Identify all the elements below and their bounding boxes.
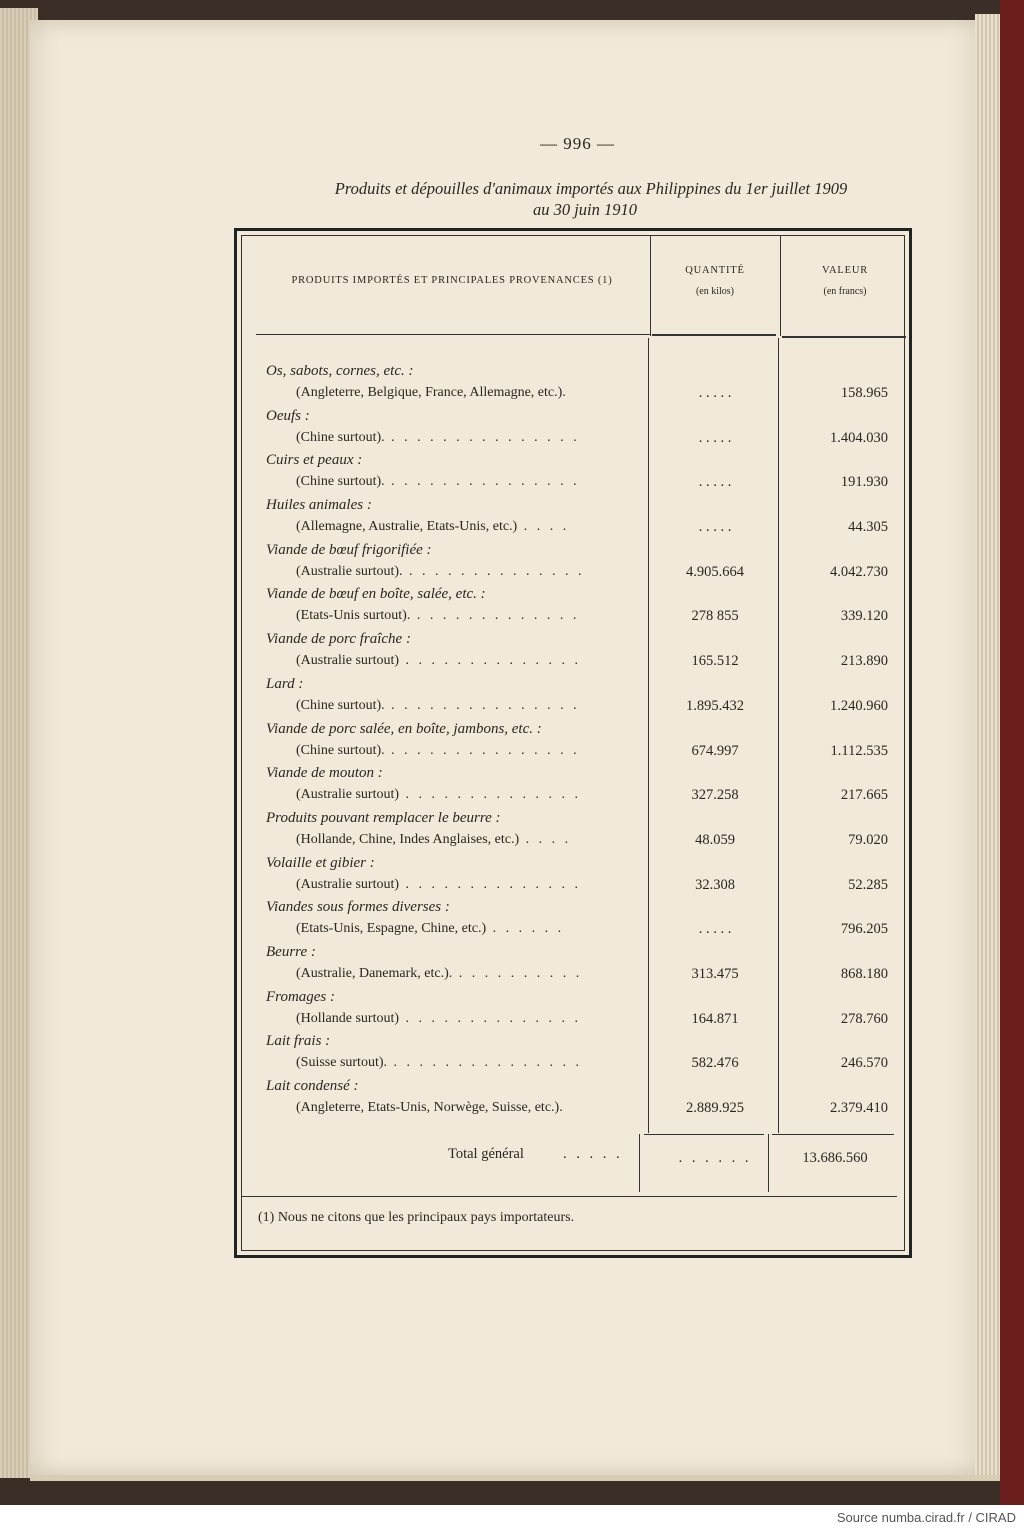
- page-number: — 996 —: [540, 134, 615, 153]
- table-row: [250, 941, 900, 986]
- header-value-unit: (en francs): [823, 286, 867, 297]
- header-rule-2: [652, 334, 776, 336]
- row-category: Viande de porc salée, en boîte, jambons, etc. :: [266, 720, 542, 737]
- row-source: (Chine surtout). . . . . . . . . . . . . . . .: [296, 742, 580, 758]
- row-source: (Etats-Unis surtout). . . . . . . . . . . . . .: [296, 608, 580, 624]
- table-body: [250, 360, 900, 1120]
- row-category: Lait condensé :: [266, 1078, 359, 1094]
- row-value: 868.180: [840, 965, 888, 982]
- table-row: [250, 360, 900, 405]
- row-value: 2.379.410: [830, 1100, 888, 1116]
- table-row: [250, 986, 900, 1031]
- row-value: 213.890: [840, 653, 888, 670]
- title-line-1: Produits et dépouilles d'animaux importés aux Philippines du 1er juillet 1909: [334, 179, 848, 198]
- total-value: 13.686.560: [802, 1150, 868, 1166]
- row-category: Oeufs :: [266, 407, 310, 424]
- row-quantity: 2.889.925: [686, 1100, 744, 1116]
- total-leader-dots: . . . . .: [563, 1146, 623, 1162]
- book-bottom-edge: [30, 1475, 1000, 1481]
- row-quantity: 582.476: [691, 1055, 739, 1072]
- table-row: [250, 539, 900, 584]
- row-source: (Chine surtout). . . . . . . . . . . . . . . .: [296, 697, 580, 713]
- row-value: 52.285: [848, 876, 888, 893]
- header-value-label: VALEUR: [821, 265, 869, 276]
- total-divider-1: [639, 1134, 640, 1192]
- row-value: 246.570: [840, 1055, 888, 1072]
- row-value: 217.665: [840, 787, 888, 804]
- row-value: 339.120: [840, 608, 888, 625]
- row-value: 44.305: [848, 519, 888, 536]
- table-row: [250, 762, 900, 807]
- header-rule-1: [256, 334, 650, 335]
- row-quantity: 32.308: [695, 876, 735, 893]
- header-quantity: [652, 260, 778, 302]
- row-source: (Allemagne, Australie, Etats-Unis, etc.) . . . .: [296, 519, 570, 535]
- table-row: [250, 583, 900, 628]
- row-quantity: 164.871: [691, 1010, 739, 1027]
- table-title: [240, 178, 930, 220]
- book-right-edge: [975, 14, 1003, 1480]
- row-value: 191.930: [840, 474, 888, 491]
- header-quantity-label: QUANTITÉ: [685, 265, 745, 276]
- row-category: Viande de porc fraîche :: [266, 631, 411, 648]
- header-quantity-unit: (en kilos): [695, 286, 735, 297]
- row-category: Huiles animales :: [266, 497, 372, 514]
- table-row: [250, 1030, 900, 1075]
- row-category: Viande de mouton :: [266, 765, 383, 782]
- row-quantity: . . . . .: [698, 519, 732, 536]
- row-source: (Australie surtout) . . . . . . . . . . . . . .: [296, 787, 582, 803]
- row-source: (Angleterre, Belgique, France, Allemagne, etc.).: [296, 385, 566, 400]
- row-category: Viandes sous formes diverses :: [266, 899, 450, 916]
- row-quantity: 674.997: [691, 742, 739, 759]
- total-rule-2: [772, 1134, 894, 1135]
- row-source: (Australie surtout). . . . . . . . . . . . . . .: [296, 563, 585, 579]
- table-row: [250, 807, 900, 852]
- row-value: 4.042.730: [830, 563, 888, 580]
- row-category: Fromages :: [266, 988, 336, 1005]
- total-quantity: . . . . . .: [678, 1150, 752, 1166]
- table-row: [250, 1075, 900, 1120]
- row-value: 79.020: [848, 831, 888, 848]
- row-source: (Chine surtout). . . . . . . . . . . . . . . .: [296, 429, 580, 445]
- title-line-2: au 30 juin 1910: [532, 200, 638, 219]
- row-quantity: 327.258: [691, 787, 739, 804]
- row-category: Volaille et gibier :: [266, 854, 375, 871]
- row-category: Produits pouvant remplacer le beurre :: [266, 809, 501, 826]
- row-source: (Angleterre, Etats-Unis, Norwège, Suisse, etc.).: [296, 1100, 563, 1115]
- row-source: (Australie surtout) . . . . . . . . . . . . . .: [296, 653, 582, 669]
- header-divider-1: [650, 236, 651, 336]
- total-rule-1: [644, 1134, 764, 1135]
- header-value: [782, 260, 908, 302]
- row-source: (Etats-Unis, Espagne, Chine, etc.) . . . . . .: [296, 921, 565, 937]
- row-quantity: 165.512: [691, 653, 739, 670]
- row-value: 1.240.960: [830, 697, 888, 714]
- row-value: 158.965: [840, 385, 888, 401]
- row-source: (Hollande surtout) . . . . . . . . . . . . . .: [296, 1010, 582, 1026]
- row-category: Viande de bœuf en boîte, salée, etc. :: [266, 586, 486, 603]
- row-category: Beurre :: [266, 943, 316, 960]
- table-row: [250, 718, 900, 763]
- row-quantity: 48.059: [695, 831, 735, 848]
- row-category: Lait frais :: [266, 1033, 331, 1050]
- table-row: [250, 628, 900, 673]
- row-source: (Chine surtout). . . . . . . . . . . . . . . .: [296, 474, 580, 490]
- row-value: 1.404.030: [830, 429, 888, 446]
- row-quantity: 278 855: [691, 608, 739, 625]
- row-source: (Australie surtout) . . . . . . . . . . . . . .: [296, 876, 582, 892]
- book-spine: [1000, 0, 1024, 1505]
- row-category: Cuirs et peaux :: [266, 452, 363, 469]
- row-value: 796.205: [840, 921, 888, 938]
- row-quantity: . . . . .: [698, 474, 732, 491]
- row-category: Lard :: [266, 675, 304, 692]
- table-row: [250, 673, 900, 718]
- footnote: (1) Nous ne citons que les principaux pays importateurs.: [258, 1210, 575, 1225]
- table-row: [250, 852, 900, 897]
- row-quantity: 1.895.432: [686, 697, 744, 714]
- source-credit: Source numba.cirad.fr / CIRAD: [836, 1510, 1016, 1525]
- header-rule-3: [782, 336, 906, 338]
- row-quantity: 4.905.664: [686, 563, 744, 580]
- row-quantity: 313.475: [691, 965, 739, 982]
- row-category: Viande de bœuf frigorifiée :: [266, 541, 432, 558]
- row-quantity: . . . . .: [698, 921, 732, 938]
- row-source: (Suisse surtout). . . . . . . . . . . . . . . .: [296, 1055, 582, 1071]
- table-row: [250, 405, 900, 450]
- row-value: 1.112.535: [830, 742, 888, 759]
- row-source: (Hollande, Chine, Indes Anglaises, etc.) . . . .: [296, 831, 572, 847]
- row-quantity: . . . . .: [698, 385, 732, 401]
- table-row: [250, 449, 900, 494]
- table-row: [250, 896, 900, 941]
- row-quantity: . . . . .: [698, 429, 732, 446]
- table-row: [250, 494, 900, 539]
- row-source: (Australie, Danemark, etc.). . . . . . . . . . .: [296, 965, 583, 981]
- footnote-rule: [242, 1196, 897, 1197]
- header-divider-2: [780, 236, 781, 336]
- header-products: PRODUITS IMPORTÉS ET PRINCIPALES PROVENANCES (1): [291, 275, 613, 286]
- row-category: Os, sabots, cornes, etc. :: [266, 363, 414, 379]
- total-label: Total général: [448, 1146, 524, 1162]
- row-value: 278.760: [840, 1010, 888, 1027]
